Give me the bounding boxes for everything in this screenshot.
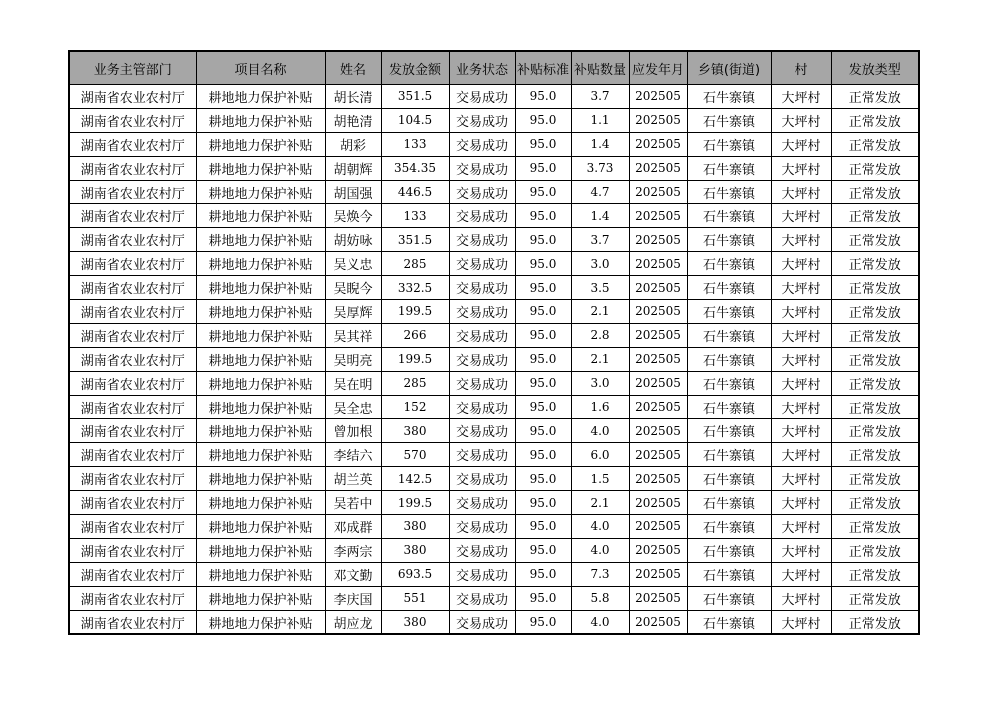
cell-department: 湖南省农业农村厅 bbox=[69, 347, 196, 371]
cell-department: 湖南省农业农村厅 bbox=[69, 228, 196, 252]
cell-village: 大坪村 bbox=[771, 108, 831, 132]
cell-subsidy-quantity: 5.8 bbox=[571, 586, 629, 610]
cell-subsidy-standard: 95.0 bbox=[515, 156, 571, 180]
cell-subsidy-quantity: 2.1 bbox=[571, 491, 629, 515]
cell-payable-month: 202505 bbox=[629, 252, 687, 276]
cell-subsidy-standard: 95.0 bbox=[515, 491, 571, 515]
cell-village: 大坪村 bbox=[771, 347, 831, 371]
cell-project-name: 耕地地力保护补贴 bbox=[196, 443, 325, 467]
cell-township: 石牛寨镇 bbox=[687, 491, 771, 515]
cell-amount: 152 bbox=[381, 395, 449, 419]
cell-village: 大坪村 bbox=[771, 610, 831, 634]
cell-payable-month: 202505 bbox=[629, 85, 687, 109]
cell-name: 吴焕今 bbox=[325, 204, 381, 228]
cell-project-name: 耕地地力保护补贴 bbox=[196, 419, 325, 443]
cell-township: 石牛寨镇 bbox=[687, 180, 771, 204]
cell-subsidy-standard: 95.0 bbox=[515, 538, 571, 562]
cell-subsidy-quantity: 3.5 bbox=[571, 276, 629, 300]
cell-township: 石牛寨镇 bbox=[687, 395, 771, 419]
cell-township: 石牛寨镇 bbox=[687, 323, 771, 347]
cell-status: 交易成功 bbox=[449, 419, 515, 443]
cell-amount: 354.35 bbox=[381, 156, 449, 180]
cell-payable-month: 202505 bbox=[629, 515, 687, 539]
cell-village: 大坪村 bbox=[771, 85, 831, 109]
header-subsidy-quantity: 补贴数量 bbox=[571, 51, 629, 85]
cell-subsidy-standard: 95.0 bbox=[515, 419, 571, 443]
cell-project-name: 耕地地力保护补贴 bbox=[196, 347, 325, 371]
cell-department: 湖南省农业农村厅 bbox=[69, 180, 196, 204]
cell-subsidy-quantity: 1.4 bbox=[571, 132, 629, 156]
header-amount: 发放金额 bbox=[381, 51, 449, 85]
cell-payable-month: 202505 bbox=[629, 610, 687, 634]
cell-payment-type: 正常发放 bbox=[831, 180, 919, 204]
cell-village: 大坪村 bbox=[771, 395, 831, 419]
cell-payable-month: 202505 bbox=[629, 108, 687, 132]
cell-subsidy-quantity: 4.0 bbox=[571, 515, 629, 539]
cell-department: 湖南省农业农村厅 bbox=[69, 610, 196, 634]
cell-subsidy-standard: 95.0 bbox=[515, 132, 571, 156]
cell-payable-month: 202505 bbox=[629, 228, 687, 252]
cell-payment-type: 正常发放 bbox=[831, 443, 919, 467]
cell-department: 湖南省农业农村厅 bbox=[69, 323, 196, 347]
cell-payment-type: 正常发放 bbox=[831, 252, 919, 276]
table-row bbox=[69, 419, 919, 443]
table-row bbox=[69, 204, 919, 228]
table-row bbox=[69, 228, 919, 252]
cell-subsidy-quantity: 3.0 bbox=[571, 371, 629, 395]
cell-name: 胡彩 bbox=[325, 132, 381, 156]
table-row bbox=[69, 395, 919, 419]
cell-township: 石牛寨镇 bbox=[687, 371, 771, 395]
subsidy-payment-sheet bbox=[68, 50, 920, 635]
cell-project-name: 耕地地力保护补贴 bbox=[196, 252, 325, 276]
cell-subsidy-standard: 95.0 bbox=[515, 395, 571, 419]
cell-project-name: 耕地地力保护补贴 bbox=[196, 85, 325, 109]
table-row bbox=[69, 515, 919, 539]
table-row bbox=[69, 156, 919, 180]
header-name: 姓名 bbox=[325, 51, 381, 85]
cell-name: 胡妨咏 bbox=[325, 228, 381, 252]
cell-department: 湖南省农业农村厅 bbox=[69, 252, 196, 276]
cell-subsidy-standard: 95.0 bbox=[515, 228, 571, 252]
cell-department: 湖南省农业农村厅 bbox=[69, 395, 196, 419]
cell-status: 交易成功 bbox=[449, 204, 515, 228]
cell-township: 石牛寨镇 bbox=[687, 85, 771, 109]
cell-subsidy-standard: 95.0 bbox=[515, 562, 571, 586]
cell-department: 湖南省农业农村厅 bbox=[69, 419, 196, 443]
cell-township: 石牛寨镇 bbox=[687, 300, 771, 324]
cell-subsidy-quantity: 4.0 bbox=[571, 419, 629, 443]
table-row bbox=[69, 491, 919, 515]
cell-village: 大坪村 bbox=[771, 132, 831, 156]
cell-amount: 380 bbox=[381, 610, 449, 634]
cell-township: 石牛寨镇 bbox=[687, 562, 771, 586]
cell-name: 吴在明 bbox=[325, 371, 381, 395]
cell-amount: 266 bbox=[381, 323, 449, 347]
cell-name: 吴睨今 bbox=[325, 276, 381, 300]
cell-project-name: 耕地地力保护补贴 bbox=[196, 132, 325, 156]
table-row bbox=[69, 562, 919, 586]
cell-project-name: 耕地地力保护补贴 bbox=[196, 515, 325, 539]
cell-payment-type: 正常发放 bbox=[831, 156, 919, 180]
cell-payable-month: 202505 bbox=[629, 586, 687, 610]
cell-name: 胡艳清 bbox=[325, 108, 381, 132]
cell-subsidy-standard: 95.0 bbox=[515, 276, 571, 300]
cell-amount: 380 bbox=[381, 419, 449, 443]
cell-payable-month: 202505 bbox=[629, 443, 687, 467]
cell-payment-type: 正常发放 bbox=[831, 586, 919, 610]
cell-township: 石牛寨镇 bbox=[687, 586, 771, 610]
cell-amount: 380 bbox=[381, 515, 449, 539]
cell-subsidy-quantity: 6.0 bbox=[571, 443, 629, 467]
table-row bbox=[69, 347, 919, 371]
cell-village: 大坪村 bbox=[771, 515, 831, 539]
table-row bbox=[69, 252, 919, 276]
cell-amount: 285 bbox=[381, 252, 449, 276]
cell-payable-month: 202505 bbox=[629, 180, 687, 204]
cell-status: 交易成功 bbox=[449, 108, 515, 132]
cell-subsidy-quantity: 1.4 bbox=[571, 204, 629, 228]
cell-amount: 199.5 bbox=[381, 491, 449, 515]
cell-name: 邓成群 bbox=[325, 515, 381, 539]
cell-township: 石牛寨镇 bbox=[687, 156, 771, 180]
cell-payment-type: 正常发放 bbox=[831, 371, 919, 395]
cell-payable-month: 202505 bbox=[629, 276, 687, 300]
cell-village: 大坪村 bbox=[771, 491, 831, 515]
cell-subsidy-standard: 95.0 bbox=[515, 347, 571, 371]
cell-township: 石牛寨镇 bbox=[687, 467, 771, 491]
cell-payment-type: 正常发放 bbox=[831, 132, 919, 156]
cell-status: 交易成功 bbox=[449, 443, 515, 467]
cell-village: 大坪村 bbox=[771, 180, 831, 204]
cell-payable-month: 202505 bbox=[629, 347, 687, 371]
cell-status: 交易成功 bbox=[449, 300, 515, 324]
cell-subsidy-quantity: 4.0 bbox=[571, 610, 629, 634]
cell-amount: 133 bbox=[381, 204, 449, 228]
cell-township: 石牛寨镇 bbox=[687, 204, 771, 228]
table-row bbox=[69, 467, 919, 491]
cell-department: 湖南省农业农村厅 bbox=[69, 443, 196, 467]
cell-amount: 332.5 bbox=[381, 276, 449, 300]
cell-subsidy-standard: 95.0 bbox=[515, 586, 571, 610]
cell-village: 大坪村 bbox=[771, 300, 831, 324]
cell-payment-type: 正常发放 bbox=[831, 276, 919, 300]
table-row bbox=[69, 132, 919, 156]
cell-amount: 104.5 bbox=[381, 108, 449, 132]
cell-subsidy-standard: 95.0 bbox=[515, 323, 571, 347]
cell-township: 石牛寨镇 bbox=[687, 538, 771, 562]
cell-payment-type: 正常发放 bbox=[831, 538, 919, 562]
cell-village: 大坪村 bbox=[771, 204, 831, 228]
cell-village: 大坪村 bbox=[771, 323, 831, 347]
cell-status: 交易成功 bbox=[449, 371, 515, 395]
cell-amount: 351.5 bbox=[381, 85, 449, 109]
cell-subsidy-standard: 95.0 bbox=[515, 467, 571, 491]
cell-village: 大坪村 bbox=[771, 252, 831, 276]
cell-project-name: 耕地地力保护补贴 bbox=[196, 180, 325, 204]
header-payment-type: 发放类型 bbox=[831, 51, 919, 85]
cell-status: 交易成功 bbox=[449, 276, 515, 300]
cell-amount: 446.5 bbox=[381, 180, 449, 204]
cell-payable-month: 202505 bbox=[629, 156, 687, 180]
cell-payable-month: 202505 bbox=[629, 419, 687, 443]
cell-village: 大坪村 bbox=[771, 467, 831, 491]
cell-status: 交易成功 bbox=[449, 610, 515, 634]
cell-name: 李庆国 bbox=[325, 586, 381, 610]
header-status: 业务状态 bbox=[449, 51, 515, 85]
cell-township: 石牛寨镇 bbox=[687, 132, 771, 156]
cell-subsidy-standard: 95.0 bbox=[515, 180, 571, 204]
cell-township: 石牛寨镇 bbox=[687, 610, 771, 634]
cell-payable-month: 202505 bbox=[629, 395, 687, 419]
cell-amount: 693.5 bbox=[381, 562, 449, 586]
cell-payable-month: 202505 bbox=[629, 562, 687, 586]
cell-status: 交易成功 bbox=[449, 538, 515, 562]
cell-payment-type: 正常发放 bbox=[831, 323, 919, 347]
cell-subsidy-quantity: 7.3 bbox=[571, 562, 629, 586]
cell-amount: 551 bbox=[381, 586, 449, 610]
table-row bbox=[69, 323, 919, 347]
cell-payment-type: 正常发放 bbox=[831, 467, 919, 491]
cell-payment-type: 正常发放 bbox=[831, 562, 919, 586]
cell-village: 大坪村 bbox=[771, 538, 831, 562]
header-department: 业务主管部门 bbox=[69, 51, 196, 85]
cell-subsidy-standard: 95.0 bbox=[515, 371, 571, 395]
cell-department: 湖南省农业农村厅 bbox=[69, 300, 196, 324]
header-subsidy-standard: 补贴标准 bbox=[515, 51, 571, 85]
cell-department: 湖南省农业农村厅 bbox=[69, 562, 196, 586]
cell-status: 交易成功 bbox=[449, 156, 515, 180]
cell-township: 石牛寨镇 bbox=[687, 276, 771, 300]
table-row bbox=[69, 108, 919, 132]
table-body bbox=[69, 85, 919, 635]
cell-subsidy-quantity: 3.7 bbox=[571, 85, 629, 109]
cell-payment-type: 正常发放 bbox=[831, 108, 919, 132]
cell-status: 交易成功 bbox=[449, 347, 515, 371]
cell-township: 石牛寨镇 bbox=[687, 228, 771, 252]
cell-payable-month: 202505 bbox=[629, 204, 687, 228]
cell-amount: 133 bbox=[381, 132, 449, 156]
cell-name: 邓文勤 bbox=[325, 562, 381, 586]
cell-name: 曾加根 bbox=[325, 419, 381, 443]
cell-payment-type: 正常发放 bbox=[831, 395, 919, 419]
table-row bbox=[69, 85, 919, 109]
cell-subsidy-quantity: 1.1 bbox=[571, 108, 629, 132]
cell-subsidy-standard: 95.0 bbox=[515, 108, 571, 132]
header-township: 乡镇(街道) bbox=[687, 51, 771, 85]
cell-project-name: 耕地地力保护补贴 bbox=[196, 204, 325, 228]
cell-name: 吴明亮 bbox=[325, 347, 381, 371]
cell-department: 湖南省农业农村厅 bbox=[69, 276, 196, 300]
cell-payable-month: 202505 bbox=[629, 538, 687, 562]
cell-payable-month: 202505 bbox=[629, 467, 687, 491]
cell-status: 交易成功 bbox=[449, 228, 515, 252]
table-row bbox=[69, 443, 919, 467]
cell-subsidy-standard: 95.0 bbox=[515, 85, 571, 109]
cell-status: 交易成功 bbox=[449, 491, 515, 515]
cell-name: 李两宗 bbox=[325, 538, 381, 562]
cell-status: 交易成功 bbox=[449, 467, 515, 491]
cell-amount: 199.5 bbox=[381, 300, 449, 324]
cell-payment-type: 正常发放 bbox=[831, 85, 919, 109]
cell-name: 吴若中 bbox=[325, 491, 381, 515]
cell-project-name: 耕地地力保护补贴 bbox=[196, 395, 325, 419]
cell-department: 湖南省农业农村厅 bbox=[69, 156, 196, 180]
cell-department: 湖南省农业农村厅 bbox=[69, 204, 196, 228]
cell-project-name: 耕地地力保护补贴 bbox=[196, 586, 325, 610]
cell-payment-type: 正常发放 bbox=[831, 300, 919, 324]
table-row bbox=[69, 610, 919, 634]
cell-township: 石牛寨镇 bbox=[687, 443, 771, 467]
table-row bbox=[69, 538, 919, 562]
table-row bbox=[69, 371, 919, 395]
cell-subsidy-quantity: 4.7 bbox=[571, 180, 629, 204]
cell-project-name: 耕地地力保护补贴 bbox=[196, 228, 325, 252]
cell-village: 大坪村 bbox=[771, 443, 831, 467]
cell-village: 大坪村 bbox=[771, 156, 831, 180]
cell-status: 交易成功 bbox=[449, 180, 515, 204]
cell-subsidy-standard: 95.0 bbox=[515, 204, 571, 228]
cell-subsidy-quantity: 2.8 bbox=[571, 323, 629, 347]
cell-amount: 285 bbox=[381, 371, 449, 395]
cell-village: 大坪村 bbox=[771, 228, 831, 252]
cell-amount: 142.5 bbox=[381, 467, 449, 491]
header-payable-month: 应发年月 bbox=[629, 51, 687, 85]
cell-payable-month: 202505 bbox=[629, 491, 687, 515]
cell-payable-month: 202505 bbox=[629, 300, 687, 324]
cell-project-name: 耕地地力保护补贴 bbox=[196, 491, 325, 515]
cell-subsidy-quantity: 1.6 bbox=[571, 395, 629, 419]
cell-status: 交易成功 bbox=[449, 586, 515, 610]
cell-amount: 199.5 bbox=[381, 347, 449, 371]
cell-project-name: 耕地地力保护补贴 bbox=[196, 538, 325, 562]
cell-department: 湖南省农业农村厅 bbox=[69, 538, 196, 562]
cell-subsidy-quantity: 3.7 bbox=[571, 228, 629, 252]
cell-project-name: 耕地地力保护补贴 bbox=[196, 467, 325, 491]
cell-department: 湖南省农业农村厅 bbox=[69, 108, 196, 132]
cell-village: 大坪村 bbox=[771, 562, 831, 586]
cell-project-name: 耕地地力保护补贴 bbox=[196, 276, 325, 300]
cell-payment-type: 正常发放 bbox=[831, 347, 919, 371]
cell-name: 胡朝辉 bbox=[325, 156, 381, 180]
cell-township: 石牛寨镇 bbox=[687, 419, 771, 443]
cell-status: 交易成功 bbox=[449, 252, 515, 276]
cell-name: 胡长清 bbox=[325, 85, 381, 109]
cell-subsidy-standard: 95.0 bbox=[515, 515, 571, 539]
table-row bbox=[69, 180, 919, 204]
cell-status: 交易成功 bbox=[449, 85, 515, 109]
cell-status: 交易成功 bbox=[449, 562, 515, 586]
cell-department: 湖南省农业农村厅 bbox=[69, 515, 196, 539]
cell-amount: 380 bbox=[381, 538, 449, 562]
cell-subsidy-quantity: 2.1 bbox=[571, 300, 629, 324]
cell-department: 湖南省农业农村厅 bbox=[69, 467, 196, 491]
cell-subsidy-standard: 95.0 bbox=[515, 443, 571, 467]
cell-project-name: 耕地地力保护补贴 bbox=[196, 562, 325, 586]
cell-project-name: 耕地地力保护补贴 bbox=[196, 156, 325, 180]
cell-subsidy-standard: 95.0 bbox=[515, 610, 571, 634]
cell-township: 石牛寨镇 bbox=[687, 108, 771, 132]
cell-subsidy-quantity: 3.0 bbox=[571, 252, 629, 276]
cell-township: 石牛寨镇 bbox=[687, 347, 771, 371]
cell-amount: 351.5 bbox=[381, 228, 449, 252]
cell-project-name: 耕地地力保护补贴 bbox=[196, 108, 325, 132]
cell-village: 大坪村 bbox=[771, 371, 831, 395]
cell-village: 大坪村 bbox=[771, 419, 831, 443]
cell-payment-type: 正常发放 bbox=[831, 515, 919, 539]
cell-project-name: 耕地地力保护补贴 bbox=[196, 300, 325, 324]
cell-name: 吴其祥 bbox=[325, 323, 381, 347]
header-village: 村 bbox=[771, 51, 831, 85]
cell-name: 李结六 bbox=[325, 443, 381, 467]
cell-township: 石牛寨镇 bbox=[687, 252, 771, 276]
subsidy-table bbox=[68, 50, 920, 635]
cell-department: 湖南省农业农村厅 bbox=[69, 132, 196, 156]
cell-status: 交易成功 bbox=[449, 132, 515, 156]
cell-department: 湖南省农业农村厅 bbox=[69, 586, 196, 610]
cell-payment-type: 正常发放 bbox=[831, 419, 919, 443]
cell-payable-month: 202505 bbox=[629, 323, 687, 347]
cell-subsidy-standard: 95.0 bbox=[515, 300, 571, 324]
cell-amount: 570 bbox=[381, 443, 449, 467]
cell-project-name: 耕地地力保护补贴 bbox=[196, 610, 325, 634]
cell-name: 胡国强 bbox=[325, 180, 381, 204]
cell-payment-type: 正常发放 bbox=[831, 491, 919, 515]
cell-township: 石牛寨镇 bbox=[687, 515, 771, 539]
cell-subsidy-quantity: 2.1 bbox=[571, 347, 629, 371]
cell-subsidy-quantity: 3.73 bbox=[571, 156, 629, 180]
cell-status: 交易成功 bbox=[449, 515, 515, 539]
table-row bbox=[69, 276, 919, 300]
cell-name: 吴厚辉 bbox=[325, 300, 381, 324]
cell-name: 吴义忠 bbox=[325, 252, 381, 276]
cell-name: 胡应龙 bbox=[325, 610, 381, 634]
cell-department: 湖南省农业农村厅 bbox=[69, 491, 196, 515]
cell-subsidy-standard: 95.0 bbox=[515, 252, 571, 276]
cell-department: 湖南省农业农村厅 bbox=[69, 371, 196, 395]
cell-project-name: 耕地地力保护补贴 bbox=[196, 371, 325, 395]
cell-status: 交易成功 bbox=[449, 395, 515, 419]
cell-subsidy-quantity: 4.0 bbox=[571, 538, 629, 562]
table-row bbox=[69, 586, 919, 610]
cell-name: 胡兰英 bbox=[325, 467, 381, 491]
cell-payment-type: 正常发放 bbox=[831, 228, 919, 252]
cell-payable-month: 202505 bbox=[629, 132, 687, 156]
cell-village: 大坪村 bbox=[771, 586, 831, 610]
cell-project-name: 耕地地力保护补贴 bbox=[196, 323, 325, 347]
cell-village: 大坪村 bbox=[771, 276, 831, 300]
cell-payment-type: 正常发放 bbox=[831, 204, 919, 228]
table-row bbox=[69, 300, 919, 324]
cell-department: 湖南省农业农村厅 bbox=[69, 85, 196, 109]
cell-status: 交易成功 bbox=[449, 323, 515, 347]
cell-payable-month: 202505 bbox=[629, 371, 687, 395]
table-header-row bbox=[69, 51, 919, 85]
cell-subsidy-quantity: 1.5 bbox=[571, 467, 629, 491]
cell-name: 吴全忠 bbox=[325, 395, 381, 419]
header-project-name: 项目名称 bbox=[196, 51, 325, 85]
cell-payment-type: 正常发放 bbox=[831, 610, 919, 634]
